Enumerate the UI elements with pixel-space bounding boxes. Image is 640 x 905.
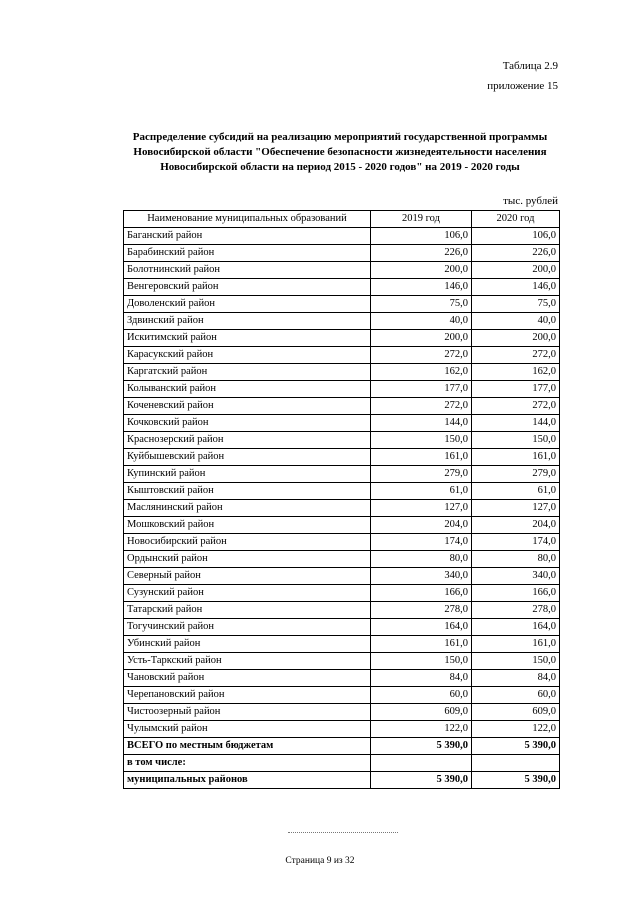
value-2020: 75,0 — [472, 296, 560, 313]
value-2019: 164,0 — [371, 619, 472, 636]
page-footer: Страница 9 из 32 — [285, 856, 355, 866]
value-2019: 279,0 — [371, 466, 472, 483]
district-name: Искитимский район — [124, 330, 371, 347]
value-2019: 122,0 — [371, 721, 472, 738]
district-name: Доволенский район — [124, 296, 371, 313]
value-2019: 200,0 — [371, 330, 472, 347]
value-2020: 204,0 — [472, 517, 560, 534]
table-row — [124, 279, 560, 296]
value-2019: 177,0 — [371, 381, 472, 398]
value-2019: 609,0 — [371, 704, 472, 721]
table-header-row — [124, 211, 560, 228]
table-row — [124, 636, 560, 653]
table-row — [124, 432, 560, 449]
value-2020: 106,0 — [472, 228, 560, 245]
including-empty-2020 — [472, 755, 560, 772]
value-2020: 161,0 — [472, 449, 560, 466]
value-2020: 174,0 — [472, 534, 560, 551]
value-2019: 278,0 — [371, 602, 472, 619]
municipal-2020: 5 390,0 — [472, 772, 560, 789]
value-2020: 61,0 — [472, 483, 560, 500]
value-2019: 150,0 — [371, 432, 472, 449]
district-name: Татарский район — [124, 602, 371, 619]
value-2020: 127,0 — [472, 500, 560, 517]
district-name: Барабинский район — [124, 245, 371, 262]
district-name: Ордынский район — [124, 551, 371, 568]
value-2020: 162,0 — [472, 364, 560, 381]
value-2020: 161,0 — [472, 636, 560, 653]
table-row — [124, 245, 560, 262]
value-2019: 60,0 — [371, 687, 472, 704]
document-title: Распределение субсидий на реализацию мероприятий государственной программы Новосибирской области "Обеспечение безопасности жизнедеятельности населения Новосибирской области на период 2015 - 2020 годов" на 2019 - 2020 годы — [132, 131, 548, 173]
district-name: Чановский район — [124, 670, 371, 687]
district-name: Баганский район — [124, 228, 371, 245]
district-name: Черепановский район — [124, 687, 371, 704]
value-2020: 279,0 — [472, 466, 560, 483]
column-header-2020: 2020 год — [472, 211, 560, 228]
table-row — [124, 517, 560, 534]
value-2019: 106,0 — [371, 228, 472, 245]
value-2020: 200,0 — [472, 330, 560, 347]
value-2020: 166,0 — [472, 585, 560, 602]
value-2019: 80,0 — [371, 551, 472, 568]
value-2020: 272,0 — [472, 398, 560, 415]
table-row — [124, 364, 560, 381]
municipal-label: муниципальных районов — [124, 772, 371, 789]
district-name: Здвинский район — [124, 313, 371, 330]
value-2020: 150,0 — [472, 653, 560, 670]
table-row — [124, 653, 560, 670]
table-row — [124, 619, 560, 636]
table-row — [124, 330, 560, 347]
table-row — [124, 602, 560, 619]
total-label: ВСЕГО по местным бюджетам — [124, 738, 371, 755]
district-name: Чулымский район — [124, 721, 371, 738]
value-2019: 150,0 — [371, 653, 472, 670]
district-name: Коченевский район — [124, 398, 371, 415]
district-name: Колыванский район — [124, 381, 371, 398]
district-name: Убинский район — [124, 636, 371, 653]
table-row — [124, 415, 560, 432]
value-2019: 161,0 — [371, 449, 472, 466]
value-2019: 166,0 — [371, 585, 472, 602]
table-row — [124, 449, 560, 466]
value-2019: 161,0 — [371, 636, 472, 653]
district-name: Чистоозерный район — [124, 704, 371, 721]
column-header-2019: 2019 год — [371, 211, 472, 228]
value-2019: 127,0 — [371, 500, 472, 517]
table-row — [124, 500, 560, 517]
value-2019: 200,0 — [371, 262, 472, 279]
column-header-name: Наименование муниципальных образований — [124, 211, 371, 228]
municipal-row — [124, 772, 560, 789]
district-name: Маслянинский район — [124, 500, 371, 517]
table-body — [124, 228, 560, 789]
district-name: Сузунский район — [124, 585, 371, 602]
value-2019: 272,0 — [371, 398, 472, 415]
value-2020: 84,0 — [472, 670, 560, 687]
total-row — [124, 738, 560, 755]
value-2020: 278,0 — [472, 602, 560, 619]
value-2019: 272,0 — [371, 347, 472, 364]
district-name: Кыштовский район — [124, 483, 371, 500]
value-2020: 226,0 — [472, 245, 560, 262]
value-2019: 204,0 — [371, 517, 472, 534]
district-name: Купинский район — [124, 466, 371, 483]
value-2019: 146,0 — [371, 279, 472, 296]
value-2020: 272,0 — [472, 347, 560, 364]
value-2020: 609,0 — [472, 704, 560, 721]
value-2020: 80,0 — [472, 551, 560, 568]
district-name: Болотнинский район — [124, 262, 371, 279]
footer-divider — [288, 832, 398, 833]
district-name: Каргатский район — [124, 364, 371, 381]
value-2019: 61,0 — [371, 483, 472, 500]
table-row — [124, 551, 560, 568]
table-row — [124, 585, 560, 602]
total-2020: 5 390,0 — [472, 738, 560, 755]
value-2020: 122,0 — [472, 721, 560, 738]
value-2019: 40,0 — [371, 313, 472, 330]
subsidy-table — [123, 210, 560, 789]
value-2019: 162,0 — [371, 364, 472, 381]
district-name: Краснозерский район — [124, 432, 371, 449]
district-name: Новосибирский район — [124, 534, 371, 551]
district-name: Тогучинский район — [124, 619, 371, 636]
table-row — [124, 721, 560, 738]
district-name: Карасукский район — [124, 347, 371, 364]
table-row — [124, 704, 560, 721]
table-row — [124, 347, 560, 364]
including-row — [124, 755, 560, 772]
value-2019: 84,0 — [371, 670, 472, 687]
table-row — [124, 670, 560, 687]
district-name: Мошковский район — [124, 517, 371, 534]
table-row — [124, 687, 560, 704]
table-row — [124, 466, 560, 483]
table-row — [124, 228, 560, 245]
appendix-number: приложение 15 — [487, 80, 558, 92]
including-empty-2019 — [371, 755, 472, 772]
district-name: Куйбышевский район — [124, 449, 371, 466]
value-2020: 144,0 — [472, 415, 560, 432]
value-2019: 340,0 — [371, 568, 472, 585]
value-2020: 60,0 — [472, 687, 560, 704]
value-2019: 75,0 — [371, 296, 472, 313]
table-row — [124, 313, 560, 330]
value-2020: 146,0 — [472, 279, 560, 296]
value-2019: 144,0 — [371, 415, 472, 432]
value-2020: 40,0 — [472, 313, 560, 330]
value-2020: 150,0 — [472, 432, 560, 449]
district-name: Кочковский район — [124, 415, 371, 432]
value-2020: 340,0 — [472, 568, 560, 585]
value-2019: 226,0 — [371, 245, 472, 262]
table-row — [124, 296, 560, 313]
municipal-2019: 5 390,0 — [371, 772, 472, 789]
including-label: в том числе: — [124, 755, 371, 772]
table-row — [124, 398, 560, 415]
table-row — [124, 534, 560, 551]
district-name: Венгеровский район — [124, 279, 371, 296]
value-2020: 177,0 — [472, 381, 560, 398]
value-2019: 174,0 — [371, 534, 472, 551]
value-2020: 200,0 — [472, 262, 560, 279]
table-row — [124, 483, 560, 500]
units-label: тыс. рублей — [503, 195, 558, 207]
district-name: Северный район — [124, 568, 371, 585]
table-row — [124, 568, 560, 585]
district-name: Усть-Таркский район — [124, 653, 371, 670]
value-2020: 164,0 — [472, 619, 560, 636]
table-number: Таблица 2.9 — [502, 60, 558, 72]
table-row — [124, 262, 560, 279]
total-2019: 5 390,0 — [371, 738, 472, 755]
table-row — [124, 381, 560, 398]
